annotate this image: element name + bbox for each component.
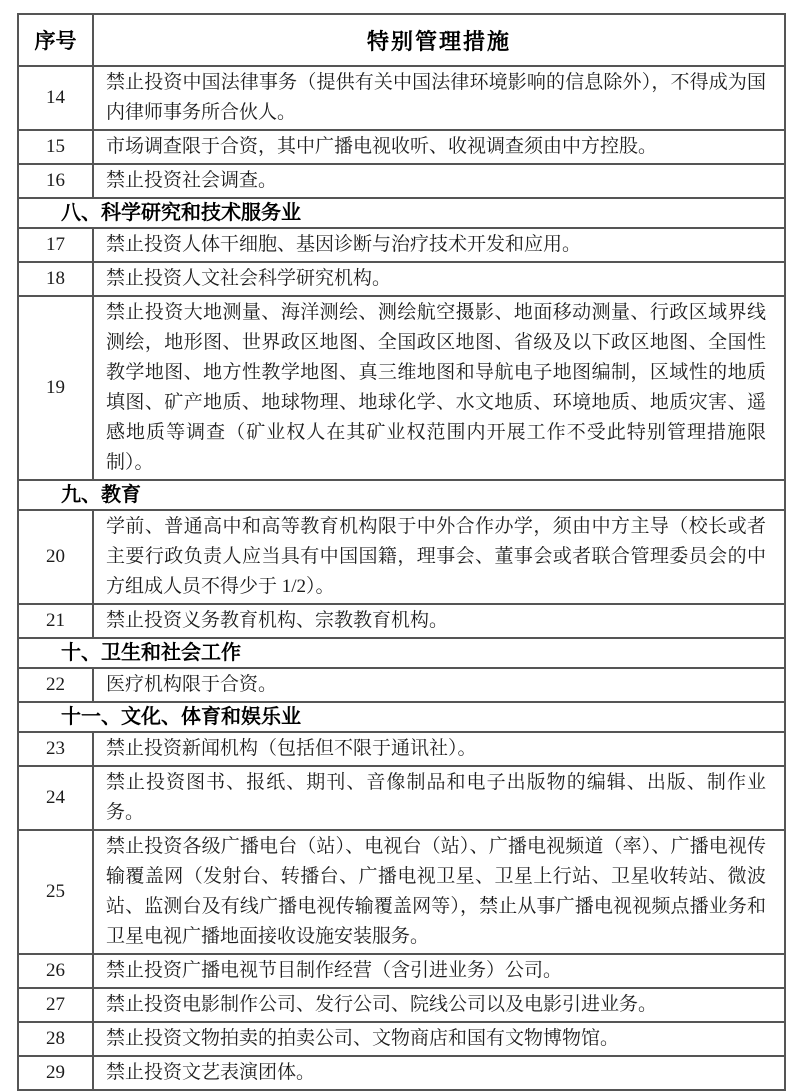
measure-text-cell: 禁止投资广播电视节目制作经营（含引进业务）公司。 [93, 954, 785, 988]
table-row [18, 296, 785, 480]
serial-number-cell: 22 [18, 668, 93, 702]
serial-number-cell: 28 [18, 1022, 93, 1056]
measure-text-cell: 禁止投资文物拍卖的拍卖公司、文物商店和国有文物博物馆。 [93, 1022, 785, 1056]
measure-text-cell: 禁止投资图书、报纸、期刊、音像制品和电子出版物的编辑、出版、制作业务。 [93, 766, 785, 830]
special-measures-table [17, 13, 786, 1091]
measure-text-cell: 禁止投资新闻机构（包括但不限于通讯社）。 [93, 732, 785, 766]
section-row [18, 638, 785, 668]
table-row [18, 130, 785, 164]
section-title: 十一、文化、体育和娱乐业 [18, 702, 785, 732]
table-row [18, 988, 785, 1022]
serial-number-cell: 16 [18, 164, 93, 198]
table-header-row [18, 14, 785, 66]
table-row [18, 66, 785, 130]
table-row [18, 732, 785, 766]
serial-number-cell: 26 [18, 954, 93, 988]
table-row [18, 1022, 785, 1056]
column-header-special-measures: 特别管理措施 [93, 14, 785, 66]
column-header-serial-number: 序号 [18, 14, 93, 66]
serial-number-cell: 27 [18, 988, 93, 1022]
section-title: 八、科学研究和技术服务业 [18, 198, 785, 228]
measure-text-cell: 市场调查限于合资，其中广播电视收听、收视调查须由中方控股。 [93, 130, 785, 164]
section-title: 十、卫生和社会工作 [18, 638, 785, 668]
table-body [18, 66, 785, 1090]
measure-text-cell: 禁止投资人文社会科学研究机构。 [93, 262, 785, 296]
table-row [18, 954, 785, 988]
table-row [18, 228, 785, 262]
table-row [18, 604, 785, 638]
table-row [18, 164, 785, 198]
table-row [18, 510, 785, 604]
measure-text-cell: 禁止投资人体干细胞、基因诊断与治疗技术开发和应用。 [93, 228, 785, 262]
serial-number-cell: 25 [18, 830, 93, 954]
measure-text-cell: 学前、普通高中和高等教育机构限于中外合作办学，须由中方主导（校长或者主要行政负责人应当具有中国国籍，理事会、董事会或者联合管理委员会的中方组成人员不得少于 1/2）。 [93, 510, 785, 604]
section-row [18, 480, 785, 510]
table-row [18, 668, 785, 702]
table-row [18, 766, 785, 830]
serial-number-cell: 21 [18, 604, 93, 638]
measure-text-cell: 禁止投资社会调查。 [93, 164, 785, 198]
table-row [18, 262, 785, 296]
measure-text-cell: 禁止投资电影制作公司、发行公司、院线公司以及电影引进业务。 [93, 988, 785, 1022]
serial-number-cell: 29 [18, 1056, 93, 1090]
section-row [18, 198, 785, 228]
measure-text-cell: 禁止投资文艺表演团体。 [93, 1056, 785, 1090]
serial-number-cell: 19 [18, 296, 93, 480]
serial-number-cell: 17 [18, 228, 93, 262]
serial-number-cell: 18 [18, 262, 93, 296]
serial-number-cell: 24 [18, 766, 93, 830]
table-row [18, 1056, 785, 1090]
table-row [18, 830, 785, 954]
serial-number-cell: 15 [18, 130, 93, 164]
section-row [18, 702, 785, 732]
serial-number-cell: 14 [18, 66, 93, 130]
measure-text-cell: 禁止投资大地测量、海洋测绘、测绘航空摄影、地面移动测量、行政区域界线测绘，地形图、世界政区地图、全国政区地图、省级及以下政区地图、全国性教学地图、地方性教学地图、真三维地图和导航电子地图编制，区域性的地质填图、矿产地质、地球物理、地球化学、水文地质、环境地质、地质灾害、遥感地质等调查（矿业权人在其矿业权范围内开展工作不受此特别管理措施限制）。 [93, 296, 785, 480]
measure-text-cell: 医疗机构限于合资。 [93, 668, 785, 702]
measure-text-cell: 禁止投资义务教育机构、宗教教育机构。 [93, 604, 785, 638]
serial-number-cell: 20 [18, 510, 93, 604]
section-title: 九、教育 [18, 480, 785, 510]
measure-text-cell: 禁止投资中国法律事务（提供有关中国法律环境影响的信息除外），不得成为国内律师事务所合伙人。 [93, 66, 785, 130]
measure-text-cell: 禁止投资各级广播电台（站）、电视台（站）、广播电视频道（率）、广播电视传输覆盖网（发射台、转播台、广播电视卫星、卫星上行站、卫星收转站、微波站、监测台及有线广播电视传输覆盖网等），禁止从事广播电视视频点播业务和卫星电视广播地面接收设施安装服务。 [93, 830, 785, 954]
serial-number-cell: 23 [18, 732, 93, 766]
